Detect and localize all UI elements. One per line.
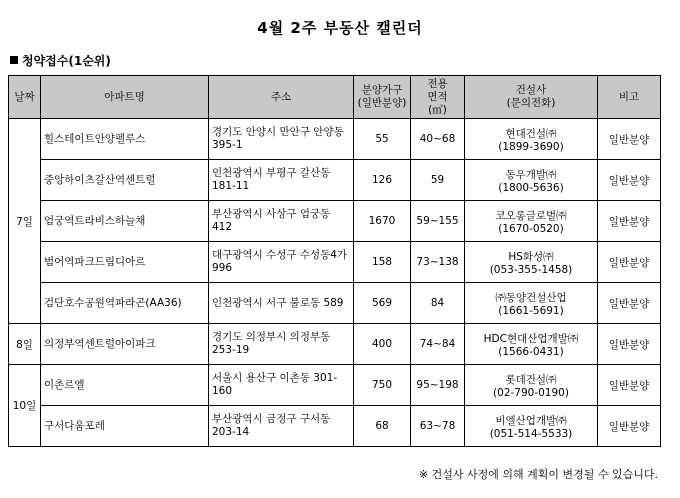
builder	[465, 160, 598, 201]
builder-phone: (1800-5636)	[498, 181, 564, 194]
area: 59~155	[411, 201, 465, 242]
header-units	[354, 76, 411, 119]
builder-phone: (1899-3690)	[498, 140, 564, 153]
builder-name: ㈜동양건설산업	[495, 291, 567, 304]
apt-name: 중앙하이츠갈산역센트럴	[41, 160, 209, 201]
note: 일반분양	[598, 201, 661, 242]
note: 일반분양	[598, 406, 661, 447]
builder-phone: (1661-5691)	[498, 304, 564, 317]
address: 인천광역시 서구 불로동 589	[209, 283, 354, 324]
table-row	[9, 365, 661, 406]
builder	[465, 119, 598, 160]
subscription-table	[8, 75, 661, 447]
builder-name: 현대건설㈜	[505, 127, 557, 140]
units: 400	[354, 324, 411, 365]
address: 인천광역시 부평구 갈산동 181-11	[209, 160, 354, 201]
note: 일반분양	[598, 324, 661, 365]
header-area-line2: 면적	[427, 90, 448, 103]
builder-phone: (053-355-1458)	[489, 263, 573, 276]
builder	[465, 242, 598, 283]
address: 대구광역시 수성구 수성동4가 996	[209, 242, 354, 283]
note: 일반분양	[598, 119, 661, 160]
units: 68	[354, 406, 411, 447]
header-row	[9, 76, 661, 119]
date-cell: 10일	[9, 365, 41, 447]
builder	[465, 406, 598, 447]
header-apt: 아파트명	[41, 76, 209, 119]
table-row	[9, 324, 661, 365]
builder-name: 코오롱글로벌㈜	[495, 209, 567, 222]
builder-phone: (1670-0520)	[498, 222, 564, 235]
units: 158	[354, 242, 411, 283]
apt-name: 엄궁역트라비스하늘채	[41, 201, 209, 242]
units: 569	[354, 283, 411, 324]
builder-name: HS화성㈜	[508, 250, 554, 263]
units: 126	[354, 160, 411, 201]
square-bullet-icon	[10, 56, 18, 64]
area: 40~68	[411, 119, 465, 160]
area: 74~84	[411, 324, 465, 365]
note: 일반분양	[598, 365, 661, 406]
table-row	[9, 242, 661, 283]
table-row	[9, 201, 661, 242]
apt-name: 범어역파크드림디아르	[41, 242, 209, 283]
apt-name: 의정부역센트럴아이파크	[41, 324, 209, 365]
apt-name: 이촌르엘	[41, 365, 209, 406]
header-date: 날짜	[9, 76, 41, 119]
page-title: 4월 2주 부동산 캘린더	[257, 19, 423, 37]
date-cell: 8일	[9, 324, 41, 365]
builder	[465, 365, 598, 406]
table-row	[9, 283, 661, 324]
builder	[465, 283, 598, 324]
address: 경기도 안양시 만안구 안양동 395-1	[209, 119, 354, 160]
area: 59	[411, 160, 465, 201]
header-area-line3: (㎡)	[428, 103, 447, 116]
address: 서울시 용산구 이촌동 301-160	[209, 365, 354, 406]
area: 63~78	[411, 406, 465, 447]
builder-name: 비엘산업개발㈜	[495, 414, 567, 427]
builder-name: 롯데건설㈜	[505, 373, 557, 386]
section-heading	[10, 52, 111, 69]
section-label: 청약접수(1순위)	[22, 54, 111, 68]
builder	[465, 324, 598, 365]
header-addr: 주소	[209, 76, 354, 119]
builder-name: 동우개발㈜	[505, 168, 557, 181]
units: 1670	[354, 201, 411, 242]
table-row	[9, 406, 661, 447]
note: 일반분양	[598, 242, 661, 283]
builder	[465, 201, 598, 242]
address: 부산광역시 금정구 구서동 203-14	[209, 406, 354, 447]
header-area-line1: 전용	[427, 77, 448, 90]
builder-phone: (051-514-5533)	[489, 427, 573, 440]
area: 84	[411, 283, 465, 324]
header-units-line2: (일반분양)	[357, 97, 407, 109]
apt-name: 구서다움포레	[41, 406, 209, 447]
builder-phone: (02-790-0190)	[493, 386, 569, 399]
table-row	[9, 119, 661, 160]
address: 경기도 의정부시 의정부동 253-19	[209, 324, 354, 365]
header-builder-line1: 건설사	[515, 84, 547, 96]
header-builder-line2: (문의전화)	[506, 97, 556, 109]
builder-name: HDC현대산업개발㈜	[483, 332, 579, 345]
footnote: ※ 건설사 사정에 의해 계획이 변경될 수 있습니다.	[418, 468, 658, 481]
units: 55	[354, 119, 411, 160]
note: 일반분양	[598, 283, 661, 324]
apt-name: 검단호수공원역파라곤(AA36)	[41, 283, 209, 324]
note: 일반분양	[598, 160, 661, 201]
area: 73~138	[411, 242, 465, 283]
address: 부산광역시 사상구 엄궁동 412	[209, 201, 354, 242]
header-area	[411, 76, 465, 119]
date-cell: 7일	[9, 119, 41, 324]
apt-name: 힐스테이트안양펠루스	[41, 119, 209, 160]
header-note: 비고	[598, 76, 661, 119]
header-units-line1: 분양가구	[361, 84, 403, 96]
units: 750	[354, 365, 411, 406]
builder-phone: (1566-0431)	[498, 345, 564, 358]
table-row	[9, 160, 661, 201]
area: 95~198	[411, 365, 465, 406]
header-builder	[465, 76, 598, 119]
